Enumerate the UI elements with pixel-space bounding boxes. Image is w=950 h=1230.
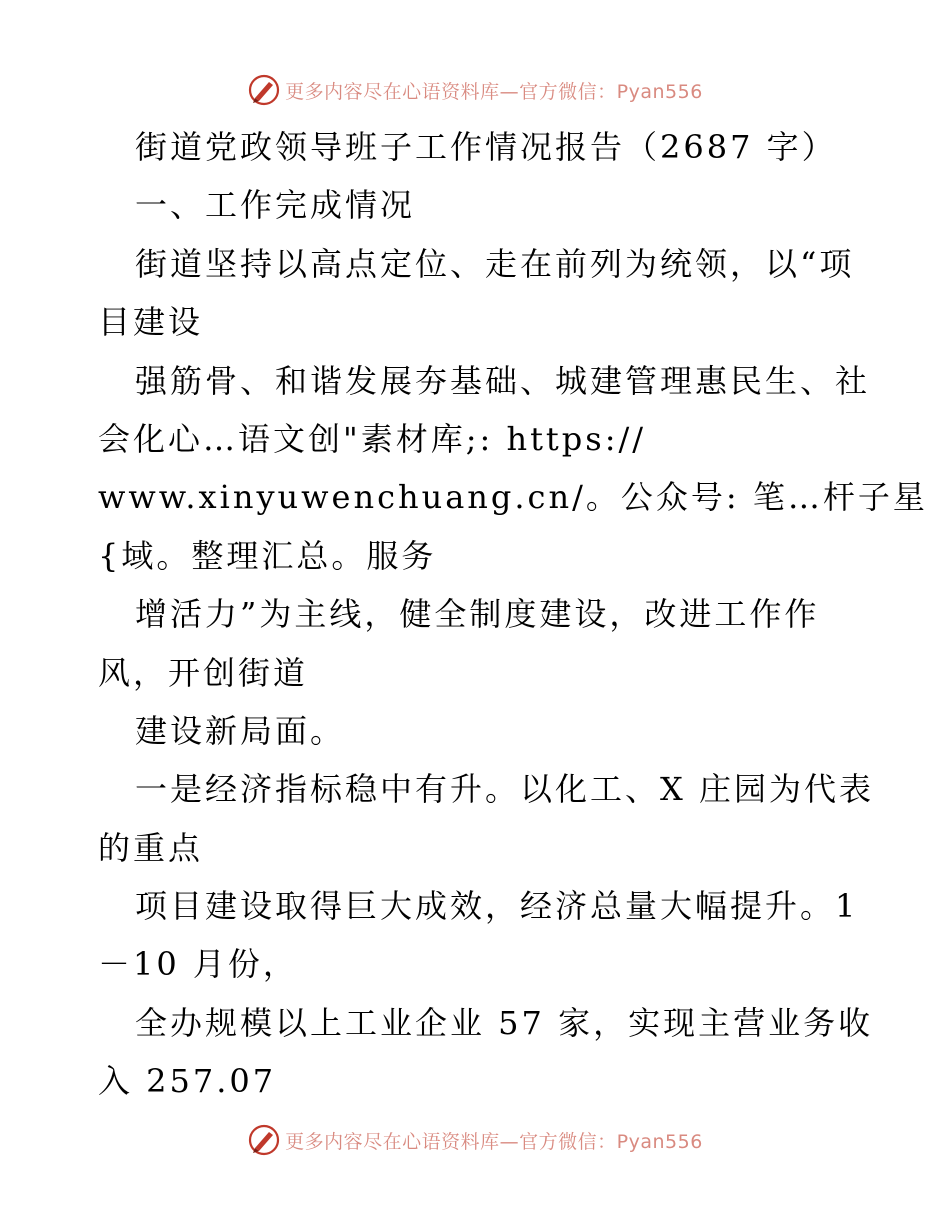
paragraph-line: 街道坚持以高点定位、走在前列为统领，以“项 [135,244,855,283]
paragraph-line: 一是经济指标稳中有升。以化工、X 庄园为代表 [135,770,874,809]
header-banner [0,70,950,110]
paragraph-line: 的重点 [98,828,204,867]
paragraph-line: 强筋骨、和谐发展夯基础、城建管理惠民生、社 [135,361,871,400]
document-body [98,118,928,1111]
paragraph-line: 增活力”为主线，健全制度建设，改进工作作 [135,595,820,634]
footer-banner [0,1120,950,1160]
paragraph-line: 全办规模以上工业企业 57 家，实现主营业务收 [135,1003,874,1042]
paragraph-line: 项目建设取得巨大成效，经济总量大幅提升。1 [135,887,859,926]
section-heading: 一、工作完成情况 [135,186,416,225]
paragraph-line: 风，开创街道 [98,653,309,692]
paragraph-line: 入 257.07 [98,1062,277,1101]
paragraph-line: 目建设 [98,303,204,342]
paragraph-line: 建设新局面。 [135,711,346,750]
header-banner-text: 更多内容尽在心语资料库—官方微信：Pyan556 [285,80,703,103]
pen-logo-icon [247,1123,281,1157]
paragraph-line: {域。整理汇总。服务 [98,536,437,575]
paragraph-line: －10 月份， [98,945,298,984]
paragraph-line: 会化心…语文创"素材库;: https:// [98,419,647,458]
doc-title: 街道党政领导班子工作情况报告（2687 字） [135,128,837,166]
paragraph-line: www.xinyuwenchuang.cn/。公众号: 笔…杆子星 [98,478,928,517]
pen-logo-icon [247,73,281,107]
footer-banner-text: 更多内容尽在心语资料库—官方微信：Pyan556 [285,1130,703,1153]
